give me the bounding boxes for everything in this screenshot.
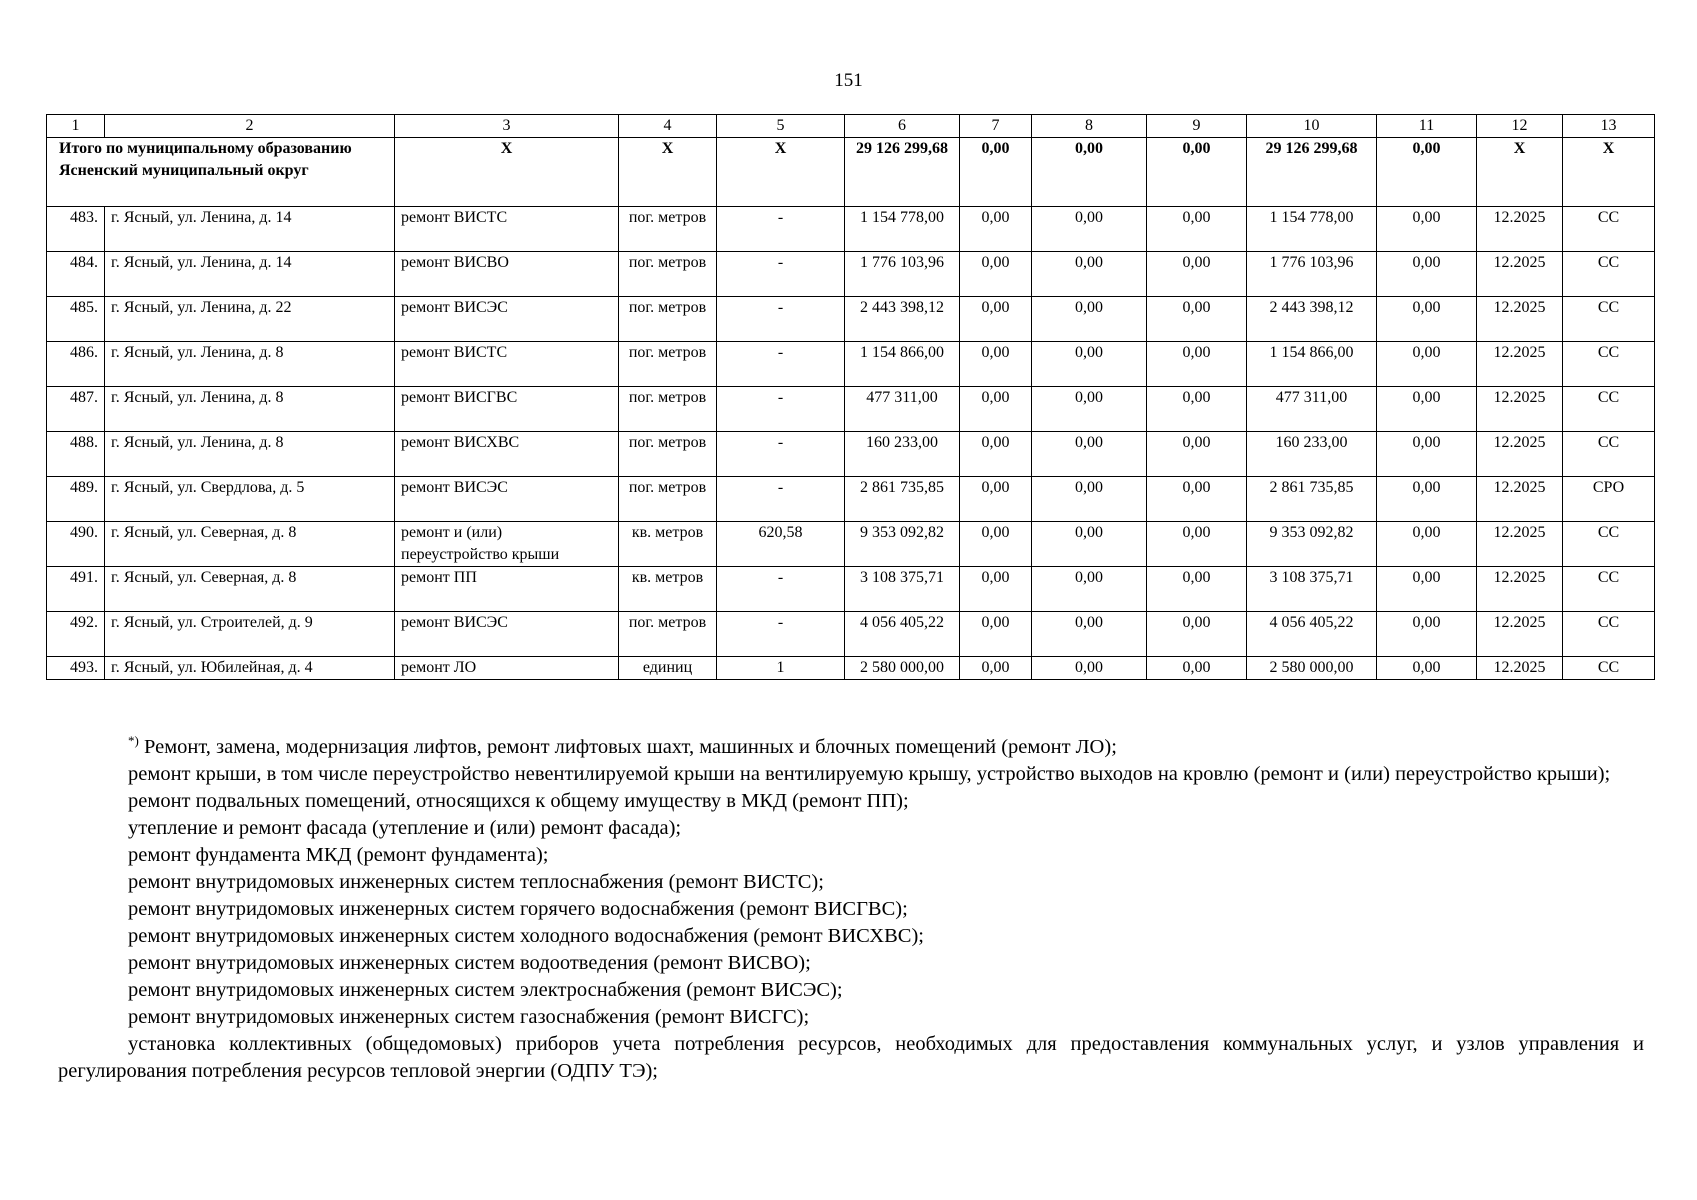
cell-work-type: ремонт ВИСТС bbox=[395, 342, 619, 387]
cell-row-number: 484. bbox=[47, 252, 105, 297]
cell-cost-other: 0,00 bbox=[1377, 342, 1477, 387]
cell-method: СС bbox=[1563, 387, 1655, 432]
cell-cost-owners: 1 776 103,96 bbox=[1247, 252, 1377, 297]
cell-cost-regional: 0,00 bbox=[1032, 567, 1147, 612]
cell-total-cost: 3 108 375,71 bbox=[845, 567, 960, 612]
table-row bbox=[47, 387, 1655, 432]
column-number: 1 bbox=[47, 115, 105, 138]
table-row bbox=[47, 342, 1655, 387]
cell-unit: пог. метров bbox=[619, 612, 717, 657]
cell-address: г. Ясный, ул. Свердлова, д. 5 bbox=[105, 477, 395, 522]
column-number: 2 bbox=[105, 115, 395, 138]
cell-total-cost: 160 233,00 bbox=[845, 432, 960, 477]
cell-cost-other: 0,00 bbox=[1377, 297, 1477, 342]
cell-total-cost: 477 311,00 bbox=[845, 387, 960, 432]
cell-cost-fund: 0,00 bbox=[960, 387, 1032, 432]
cell-cost-owners: 477 311,00 bbox=[1247, 387, 1377, 432]
cell-volume: - bbox=[717, 477, 845, 522]
cell-deadline: 12.2025 bbox=[1477, 342, 1563, 387]
column-number: 9 bbox=[1147, 115, 1247, 138]
cell-unit: пог. метров bbox=[619, 342, 717, 387]
cell-cost-local: 0,00 bbox=[1147, 612, 1247, 657]
cell-cost-fund: 0,00 bbox=[960, 612, 1032, 657]
cell-address: г. Ясный, ул. Северная, д. 8 bbox=[105, 567, 395, 612]
cell-unit: пог. метров bbox=[619, 477, 717, 522]
cell-address: г. Ясный, ул. Юбилейная, д. 4 bbox=[105, 657, 395, 680]
cell-row-number: 490. bbox=[47, 522, 105, 567]
total-cell: Х bbox=[395, 138, 619, 207]
table-row bbox=[47, 612, 1655, 657]
page-number: 151 bbox=[834, 70, 863, 91]
cell-method: СС bbox=[1563, 297, 1655, 342]
cell-volume: - bbox=[717, 252, 845, 297]
cell-cost-regional: 0,00 bbox=[1032, 342, 1147, 387]
table-row bbox=[47, 297, 1655, 342]
cell-volume: 1 bbox=[717, 657, 845, 680]
cell-method: СС bbox=[1563, 252, 1655, 297]
cell-volume: - bbox=[717, 342, 845, 387]
cell-cost-local: 0,00 bbox=[1147, 477, 1247, 522]
cell-unit: единиц bbox=[619, 657, 717, 680]
total-cell: Х bbox=[619, 138, 717, 207]
footnote-line: ремонт внутридомовых инженерных систем теплоснабжения (ремонт ВИСТС); bbox=[128, 871, 824, 893]
cell-total-cost: 1 154 778,00 bbox=[845, 207, 960, 252]
total-cell: 0,00 bbox=[1147, 138, 1247, 207]
cell-deadline: 12.2025 bbox=[1477, 297, 1563, 342]
column-number: 4 bbox=[619, 115, 717, 138]
cell-cost-other: 0,00 bbox=[1377, 477, 1477, 522]
cell-deadline: 12.2025 bbox=[1477, 252, 1563, 297]
cell-cost-fund: 0,00 bbox=[960, 252, 1032, 297]
cell-total-cost: 1 776 103,96 bbox=[845, 252, 960, 297]
table-row bbox=[47, 657, 1655, 680]
total-cell: 0,00 bbox=[960, 138, 1032, 207]
cell-work-type: ремонт ВИСВО bbox=[395, 252, 619, 297]
cell-cost-local: 0,00 bbox=[1147, 252, 1247, 297]
cell-address: г. Ясный, ул. Ленина, д. 8 bbox=[105, 387, 395, 432]
total-cell: Х bbox=[717, 138, 845, 207]
cell-volume: - bbox=[717, 387, 845, 432]
cell-row-number: 492. bbox=[47, 612, 105, 657]
total-cell: 29 126 299,68 bbox=[845, 138, 960, 207]
cell-row-number: 487. bbox=[47, 387, 105, 432]
cell-method: СС bbox=[1563, 657, 1655, 680]
cell-cost-regional: 0,00 bbox=[1032, 252, 1147, 297]
cell-volume: - bbox=[717, 612, 845, 657]
footnote-line: ремонт внутридомовых инженерных систем холодного водоснабжения (ремонт ВИСХВС); bbox=[128, 925, 924, 947]
cell-method: СС bbox=[1563, 612, 1655, 657]
cell-method: СРО bbox=[1563, 477, 1655, 522]
cell-method: СС bbox=[1563, 207, 1655, 252]
cell-work-type: ремонт ВИСЭС bbox=[395, 297, 619, 342]
cell-cost-regional: 0,00 bbox=[1032, 477, 1147, 522]
cell-work-type: ремонт ЛО bbox=[395, 657, 619, 680]
cell-volume: - bbox=[717, 207, 845, 252]
cell-address: г. Ясный, ул. Строителей, д. 9 bbox=[105, 612, 395, 657]
total-cell: Х bbox=[1477, 138, 1563, 207]
column-number: 12 bbox=[1477, 115, 1563, 138]
cell-row-number: 486. bbox=[47, 342, 105, 387]
total-label: Итого по муниципальному образованию Ясненский муниципальный округ bbox=[47, 138, 395, 207]
column-number: 8 bbox=[1032, 115, 1147, 138]
cell-cost-regional: 0,00 bbox=[1032, 657, 1147, 680]
cell-work-type: ремонт ВИСЭС bbox=[395, 477, 619, 522]
column-number: 5 bbox=[717, 115, 845, 138]
cell-cost-fund: 0,00 bbox=[960, 297, 1032, 342]
cell-work-type: ремонт ВИСХВС bbox=[395, 432, 619, 477]
cell-unit: пог. метров bbox=[619, 297, 717, 342]
cell-address: г. Ясный, ул. Ленина, д. 14 bbox=[105, 252, 395, 297]
cell-unit: пог. метров bbox=[619, 207, 717, 252]
cell-address: г. Ясный, ул. Ленина, д. 14 bbox=[105, 207, 395, 252]
cell-cost-local: 0,00 bbox=[1147, 522, 1247, 567]
cell-row-number: 488. bbox=[47, 432, 105, 477]
cell-deadline: 12.2025 bbox=[1477, 387, 1563, 432]
table-row bbox=[47, 567, 1655, 612]
cell-cost-fund: 0,00 bbox=[960, 432, 1032, 477]
cell-cost-owners: 160 233,00 bbox=[1247, 432, 1377, 477]
cell-row-number: 489. bbox=[47, 477, 105, 522]
cell-unit: кв. метров bbox=[619, 567, 717, 612]
cell-unit: кв. метров bbox=[619, 522, 717, 567]
table-row bbox=[47, 207, 1655, 252]
cell-cost-fund: 0,00 bbox=[960, 342, 1032, 387]
footnote-line: ремонт внутридомовых инженерных систем газоснабжения (ремонт ВИСГС); bbox=[128, 1006, 810, 1028]
cell-cost-regional: 0,00 bbox=[1032, 207, 1147, 252]
footnote-line: ремонт внутридомовых инженерных систем водоотведения (ремонт ВИСВО); bbox=[128, 952, 811, 974]
cell-work-type: ремонт ПП bbox=[395, 567, 619, 612]
cell-total-cost: 1 154 866,00 bbox=[845, 342, 960, 387]
cell-cost-fund: 0,00 bbox=[960, 207, 1032, 252]
cell-total-cost: 4 056 405,22 bbox=[845, 612, 960, 657]
cell-deadline: 12.2025 bbox=[1477, 567, 1563, 612]
footnote-line: утепление и ремонт фасада (утепление и (или) ремонт фасада); bbox=[128, 817, 682, 839]
cell-volume: - bbox=[717, 432, 845, 477]
cell-cost-fund: 0,00 bbox=[960, 522, 1032, 567]
cell-cost-regional: 0,00 bbox=[1032, 432, 1147, 477]
cell-address: г. Ясный, ул. Ленина, д. 22 bbox=[105, 297, 395, 342]
total-cell: 0,00 bbox=[1377, 138, 1477, 207]
cell-cost-other: 0,00 bbox=[1377, 522, 1477, 567]
cell-cost-owners: 1 154 866,00 bbox=[1247, 342, 1377, 387]
column-number: 13 bbox=[1563, 115, 1655, 138]
footnote-line: ремонт фундамента МКД (ремонт фундамента); bbox=[128, 844, 549, 866]
cell-deadline: 12.2025 bbox=[1477, 612, 1563, 657]
cell-volume: 620,58 bbox=[717, 522, 845, 567]
cell-cost-owners: 4 056 405,22 bbox=[1247, 612, 1377, 657]
footnote-line: ремонт подвальных помещений, относящихся к общему имуществу в МКД (ремонт ПП); bbox=[128, 790, 909, 812]
cell-cost-owners: 9 353 092,82 bbox=[1247, 522, 1377, 567]
cell-work-type: ремонт ВИСТС bbox=[395, 207, 619, 252]
cell-method: СС bbox=[1563, 522, 1655, 567]
cell-work-type: ремонт ВИСГВС bbox=[395, 387, 619, 432]
cell-cost-other: 0,00 bbox=[1377, 612, 1477, 657]
cell-volume: - bbox=[717, 297, 845, 342]
column-number: 7 bbox=[960, 115, 1032, 138]
cell-cost-owners: 3 108 375,71 bbox=[1247, 567, 1377, 612]
footnotes bbox=[58, 734, 1644, 1085]
cell-deadline: 12.2025 bbox=[1477, 432, 1563, 477]
cell-cost-other: 0,00 bbox=[1377, 252, 1477, 297]
cell-deadline: 12.2025 bbox=[1477, 207, 1563, 252]
cell-row-number: 491. bbox=[47, 567, 105, 612]
total-cell: 0,00 bbox=[1032, 138, 1147, 207]
cell-cost-local: 0,00 bbox=[1147, 387, 1247, 432]
cell-method: СС bbox=[1563, 432, 1655, 477]
cell-total-cost: 9 353 092,82 bbox=[845, 522, 960, 567]
cell-cost-regional: 0,00 bbox=[1032, 297, 1147, 342]
column-number: 11 bbox=[1377, 115, 1477, 138]
table-row bbox=[47, 252, 1655, 297]
cell-volume: - bbox=[717, 567, 845, 612]
cell-deadline: 12.2025 bbox=[1477, 477, 1563, 522]
table-row bbox=[47, 477, 1655, 522]
cell-cost-other: 0,00 bbox=[1377, 567, 1477, 612]
column-number: 3 bbox=[395, 115, 619, 138]
table-row bbox=[47, 432, 1655, 477]
cell-unit: пог. метров bbox=[619, 432, 717, 477]
cell-method: СС bbox=[1563, 567, 1655, 612]
cell-work-type: ремонт ВИСЭС bbox=[395, 612, 619, 657]
footnote-line: ремонт внутридомовых инженерных систем горячего водоснабжения (ремонт ВИСГВС); bbox=[128, 898, 908, 920]
cell-cost-local: 0,00 bbox=[1147, 207, 1247, 252]
cell-row-number: 485. bbox=[47, 297, 105, 342]
cell-cost-other: 0,00 bbox=[1377, 432, 1477, 477]
cell-total-cost: 2 443 398,12 bbox=[845, 297, 960, 342]
cell-cost-local: 0,00 bbox=[1147, 432, 1247, 477]
cell-cost-owners: 2 580 000,00 bbox=[1247, 657, 1377, 680]
footnote-line: *) Ремонт, замена, модернизация лифтов, ремонт лифтовых шахт, машинных и блочных помещений (ремонт ЛО); bbox=[128, 733, 1117, 758]
cell-deadline: 12.2025 bbox=[1477, 657, 1563, 680]
cell-cost-other: 0,00 bbox=[1377, 387, 1477, 432]
cell-row-number: 493. bbox=[47, 657, 105, 680]
total-cell: Х bbox=[1563, 138, 1655, 207]
cell-cost-fund: 0,00 bbox=[960, 567, 1032, 612]
cell-cost-owners: 2 861 735,85 bbox=[1247, 477, 1377, 522]
cell-cost-fund: 0,00 bbox=[960, 657, 1032, 680]
cell-address: г. Ясный, ул. Ленина, д. 8 bbox=[105, 342, 395, 387]
cell-work-type: ремонт и (или) переустройство крыши bbox=[395, 522, 619, 567]
cell-cost-local: 0,00 bbox=[1147, 342, 1247, 387]
footnote-line: ремонт внутридомовых инженерных систем электроснабжения (ремонт ВИСЭС); bbox=[128, 979, 843, 1001]
cell-cost-regional: 0,00 bbox=[1032, 387, 1147, 432]
column-number: 10 bbox=[1247, 115, 1377, 138]
cell-cost-regional: 0,00 bbox=[1032, 612, 1147, 657]
table-row bbox=[47, 522, 1655, 567]
footnote-line: установка коллективных (общедомовых) приборов учета потребления ресурсов, необходимых для предоставления коммунальных услуг, и узлов управления и регулирования потребления ресурсов тепловой энергии (ОДПУ ТЭ); bbox=[58, 1033, 1644, 1082]
cell-cost-owners: 2 443 398,12 bbox=[1247, 297, 1377, 342]
cell-cost-fund: 0,00 bbox=[960, 477, 1032, 522]
cell-cost-local: 0,00 bbox=[1147, 657, 1247, 680]
cell-row-number: 483. bbox=[47, 207, 105, 252]
cell-total-cost: 2 580 000,00 bbox=[845, 657, 960, 680]
cell-cost-regional: 0,00 bbox=[1032, 522, 1147, 567]
cell-deadline: 12.2025 bbox=[1477, 522, 1563, 567]
cell-address: г. Ясный, ул. Северная, д. 8 bbox=[105, 522, 395, 567]
column-number-row bbox=[47, 115, 1655, 138]
capital-repair-table bbox=[46, 114, 1655, 680]
cell-cost-local: 0,00 bbox=[1147, 567, 1247, 612]
cell-cost-other: 0,00 bbox=[1377, 657, 1477, 680]
cell-total-cost: 2 861 735,85 bbox=[845, 477, 960, 522]
footnote-line: ремонт крыши, в том числе переустройство невентилируемой крыши на вентилируемую крышу, устройство выходов на кровлю (ремонт и (или) переустройство крыши); bbox=[128, 763, 1611, 785]
cell-cost-local: 0,00 bbox=[1147, 297, 1247, 342]
cell-method: СС bbox=[1563, 342, 1655, 387]
footnote-marker: *) bbox=[128, 733, 139, 749]
cell-unit: пог. метров bbox=[619, 387, 717, 432]
total-cell: 29 126 299,68 bbox=[1247, 138, 1377, 207]
cell-address: г. Ясный, ул. Ленина, д. 8 bbox=[105, 432, 395, 477]
cell-unit: пог. метров bbox=[619, 252, 717, 297]
cell-cost-other: 0,00 bbox=[1377, 207, 1477, 252]
column-number: 6 bbox=[845, 115, 960, 138]
cell-cost-owners: 1 154 778,00 bbox=[1247, 207, 1377, 252]
total-row bbox=[47, 138, 1655, 207]
